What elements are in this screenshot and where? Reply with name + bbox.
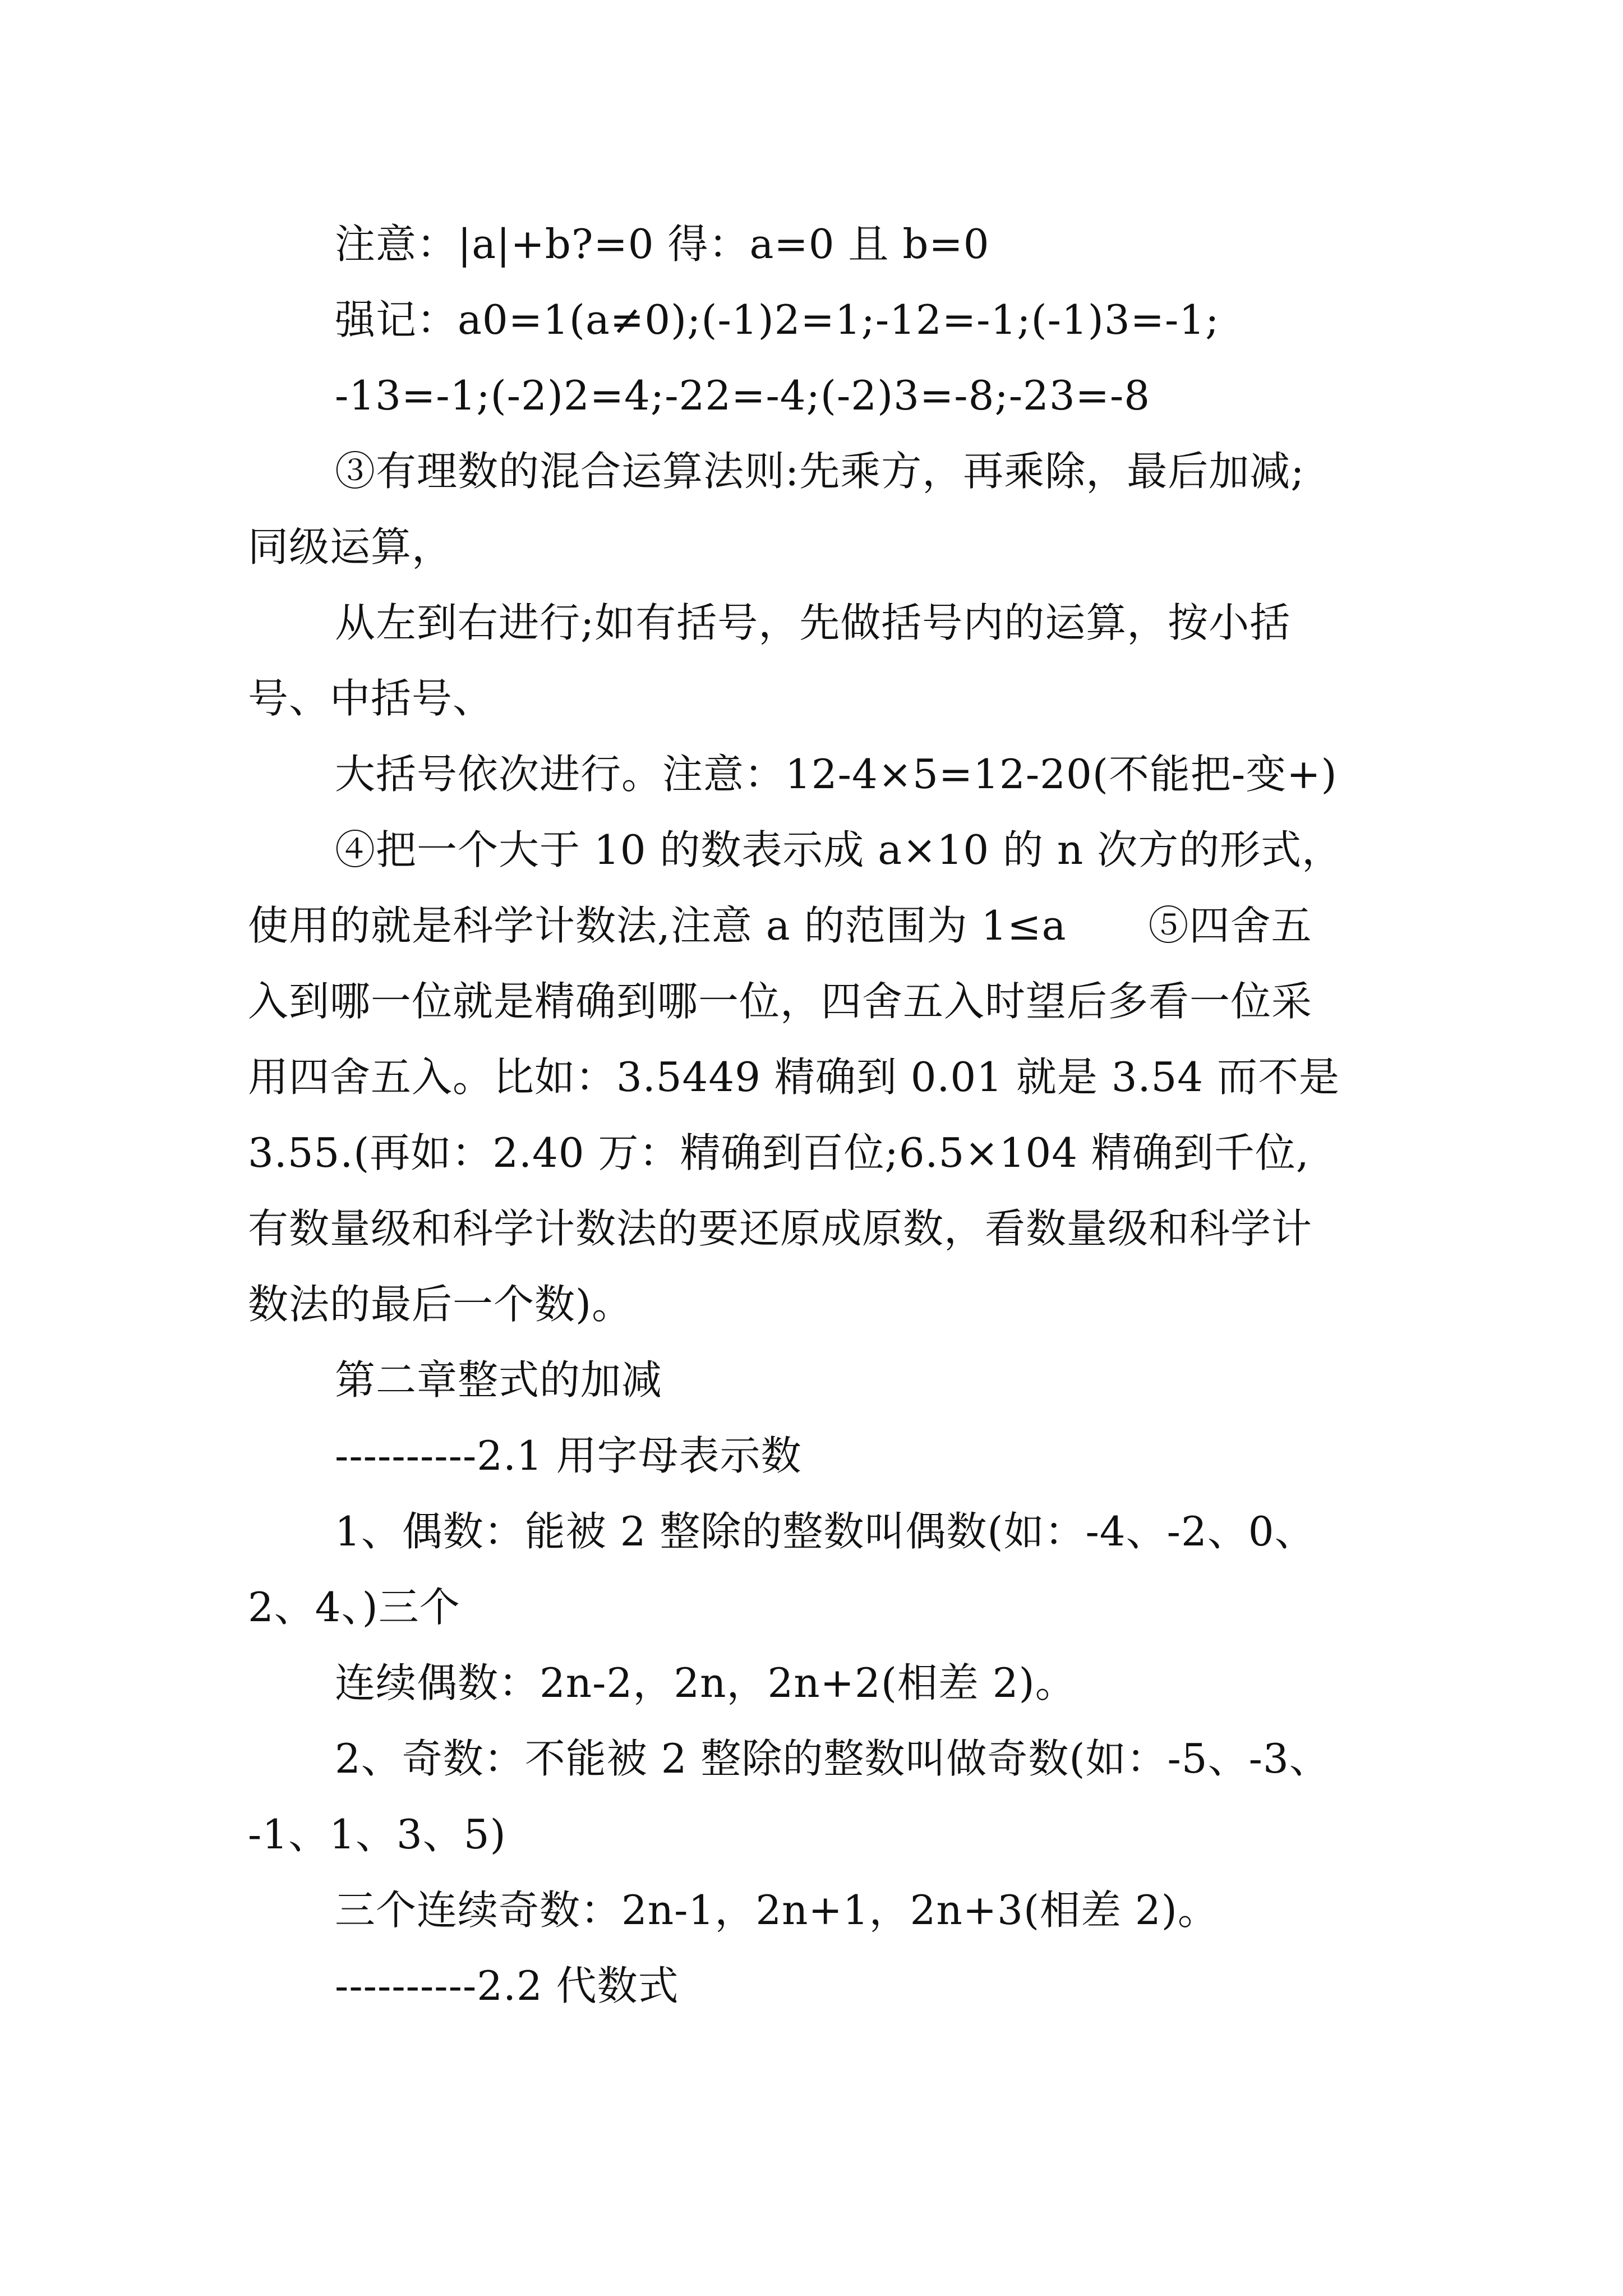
text-line-19: 2、4、)三个 [248, 1584, 460, 1631]
text-line-13: 3.55.(再如：2.40 万：精确到百位;6.5×104 精确到千位, [248, 1129, 1310, 1176]
text-line-12: 用四舍五入。比如：3.5449 精确到 0.01 就是 3.54 而不是 [248, 1053, 1340, 1101]
text-line-6: 从左到右进行;如有括号，先做括号内的运算，按小括 [335, 599, 1291, 646]
text-line-8: 大括号依次进行。注意：12-4×5=12-20(不能把-变+) [335, 751, 1338, 798]
text-line-23: 三个连续奇数：2n-1，2n+1，2n+3(相差 2)。 [335, 1887, 1219, 1934]
text-line-9: ④把一个大于 10 的数表示成 a×10 的 n 次方的形式， [335, 826, 1343, 873]
section-heading-2-2: ----------2.2 代数式 [335, 1962, 679, 2009]
text-line-15: 数法的最后一个数)。 [248, 1281, 633, 1328]
text-line-22: -1、1、3、5) [248, 1811, 506, 1858]
text-line-14: 有数量级和科学计数法的要还原成原数，看数量级和科学计 [248, 1205, 1313, 1252]
text-line-11: 入到哪一位就是精确到哪一位，四舍五入时望后多看一位采 [248, 978, 1313, 1025]
text-line-2: 强记：a0=1(a≠0);(-1)2=1;-12=-1;(-1)3=-1; [335, 296, 1220, 343]
text-line-7: 号、中括号、 [248, 675, 494, 722]
text-line-5: 同级运算， [248, 523, 453, 570]
section-heading-2-1: ----------2.1 用字母表示数 [335, 1432, 802, 1479]
text-line-4: ③有理数的混合运算法则:先乘方，再乘除，最后加减; [335, 448, 1305, 495]
text-line-20: 连续偶数：2n-2，2n，2n+2(相差 2)。 [335, 1659, 1076, 1706]
chapter-heading: 第二章整式的加减 [335, 1356, 663, 1404]
text-line-10: 使用的就是科学计数法,注意 a 的范围为 1≤a ⑤四舍五 [248, 902, 1312, 949]
text-line-18: 1、偶数：能被 2 整除的整数叫偶数(如：-4、-2、0、 [335, 1508, 1316, 1555]
text-line-1: 注意：|a|+b?=0 得：a=0 且 b=0 [335, 220, 990, 268]
text-line-3: -13=-1;(-2)2=4;-22=-4;(-2)3=-8;-23=-8 [335, 372, 1151, 419]
text-line-21: 2、奇数：不能被 2 整除的整数叫做奇数(如：-5、-3、 [335, 1735, 1330, 1782]
